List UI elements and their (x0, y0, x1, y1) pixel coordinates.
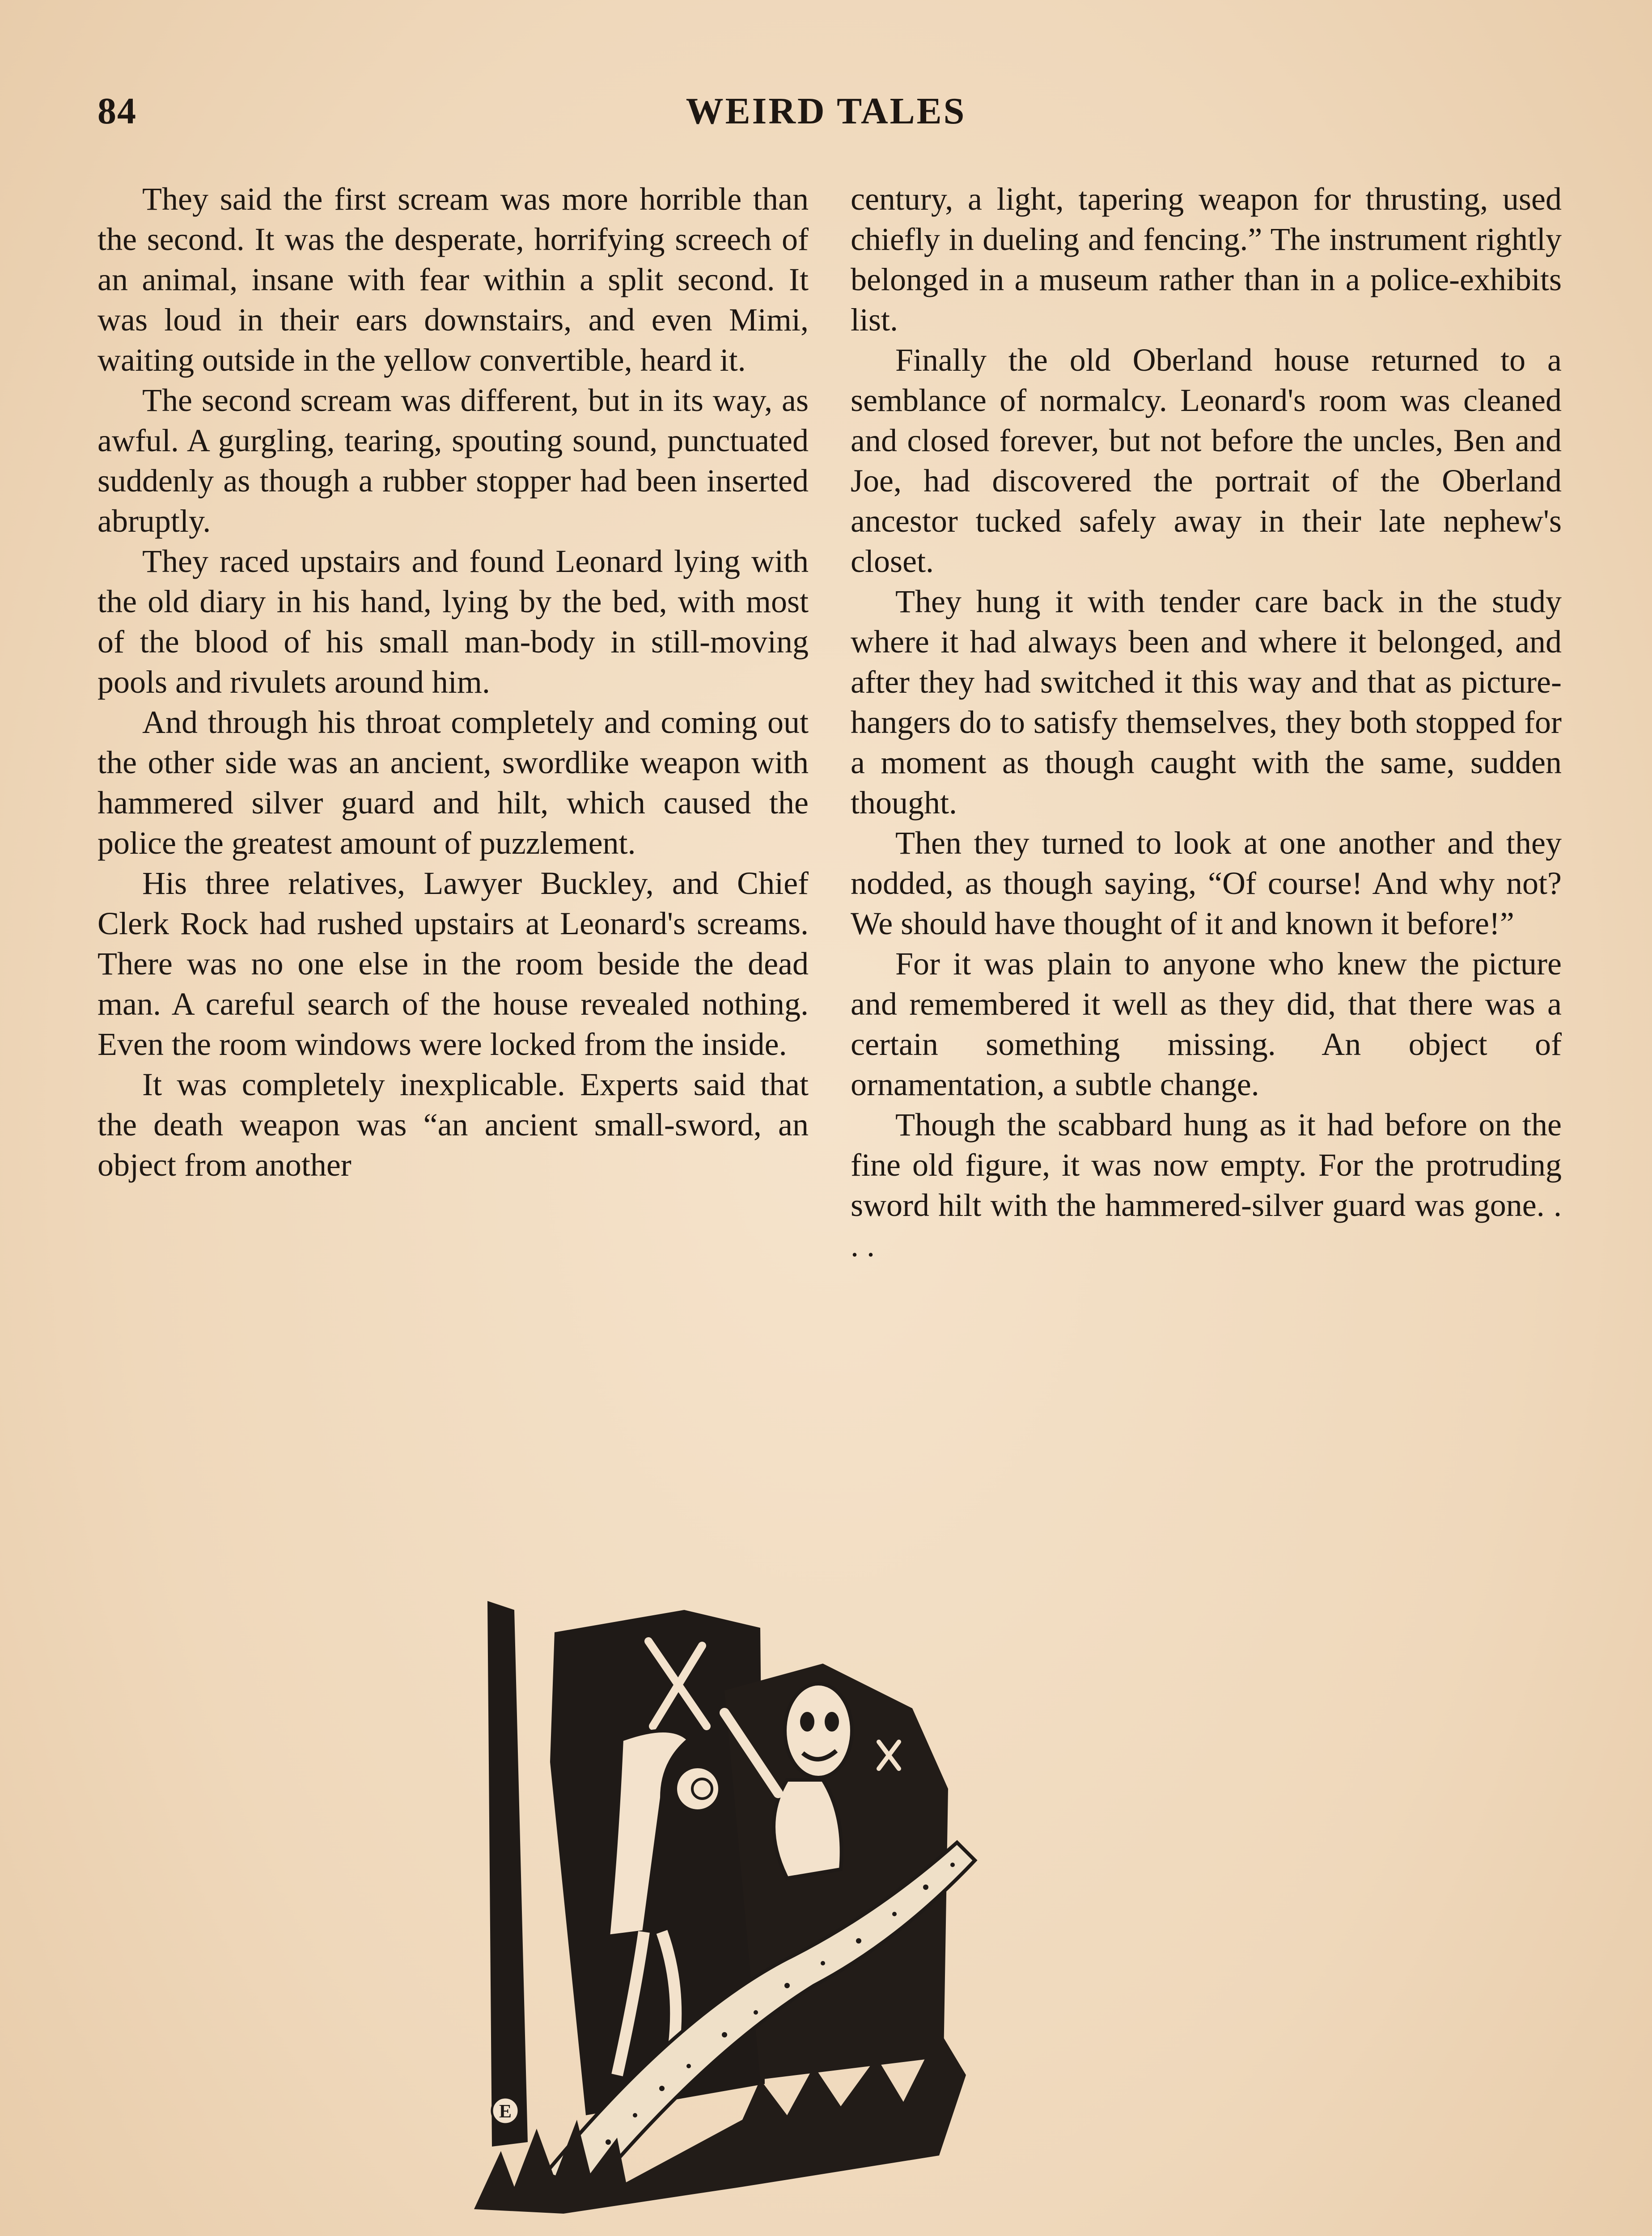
right-text-column (851, 179, 1562, 1266)
paragraph: They said the first scream was more horrible than the second. It was the desperate, horrifying screech of an animal, insane with fear within a split second. It was loud in their ears downstairs, and even Mimi, waiting outside in the yellow convertible, heard it. (97, 181, 809, 378)
paragraph: It was completely inexplicable. Experts said that the death weapon was “an ancient small-sword, an object from another (97, 1067, 809, 1183)
dark-slab (487, 1601, 528, 2147)
paragraph: century, a light, tapering weapon for thrusting, used chiefly in dueling and fencing.” The instrument rightly belonged in a museum rather than in a police-exhibits list. (851, 181, 1562, 338)
paragraph: They hung it with tender care back in the study where it had always been and where it belonged, and after they had switched it this way and that as picture-hangers do to satisfy themselves, they both stopped for a moment as though caught with the same, sudden thought. (851, 584, 1562, 821)
left-text-column (97, 179, 809, 1185)
running-head-title: WEIRD TALES (686, 90, 966, 132)
paragraph: The second scream was different, but in its way, as awful. A gurgling, tearing, spouting sound, punctuated suddenly as though a rubber stopper had been inserted abruptly. (97, 382, 809, 539)
svg-text:E: E (499, 2101, 512, 2122)
paragraph: His three relatives, Lawyer Buckley, and Chief Clerk Rock had rushed upstairs at Leonard's screams. There was no one else in the room beside the dead man. A careful search of the house revealed nothing. Even the room windows were locked from the inside. (97, 865, 809, 1062)
paragraph: For it was plain to anyone who knew the picture and remembered it well as they did, that there was a certain something missing. An object of ornamentation, a subtle change. (851, 946, 1562, 1102)
paragraph: Then they turned to look at one another and they nodded, as though saying, “Of course! And why not? We should have thought of it and known it before!” (851, 825, 1562, 941)
artist-monogram (492, 2097, 519, 2124)
paragraph: They raced upstairs and found Leonard lying with the old diary in his hand, lying by the bed, with most of the blood of his small man-body in still-moving pools and rivulets around him. (97, 543, 809, 700)
paragraph: And through his throat completely and coming out the other side was an ancient, swordlike weapon with hammered silver guard and hilt, which caused the police the greatest amount of puzzlement. (97, 704, 809, 861)
page-number: 84 (97, 90, 137, 132)
paragraph: Though the scabbard hung as it had before on the fine old figure, it was now empty. For the protruding sword hilt with the hammered-silver guard was gone. . . . (851, 1107, 1562, 1263)
paragraph: Finally the old Oberland house returned to a semblance of normalcy. Leonard's room was cleaned and closed forever, but not before the uncles, Ben and Joe, had discovered the portrait of the Oberland ancestor tucked safely away in their late nephew's closet. (851, 342, 1562, 579)
story-illustration (474, 1592, 1055, 2218)
